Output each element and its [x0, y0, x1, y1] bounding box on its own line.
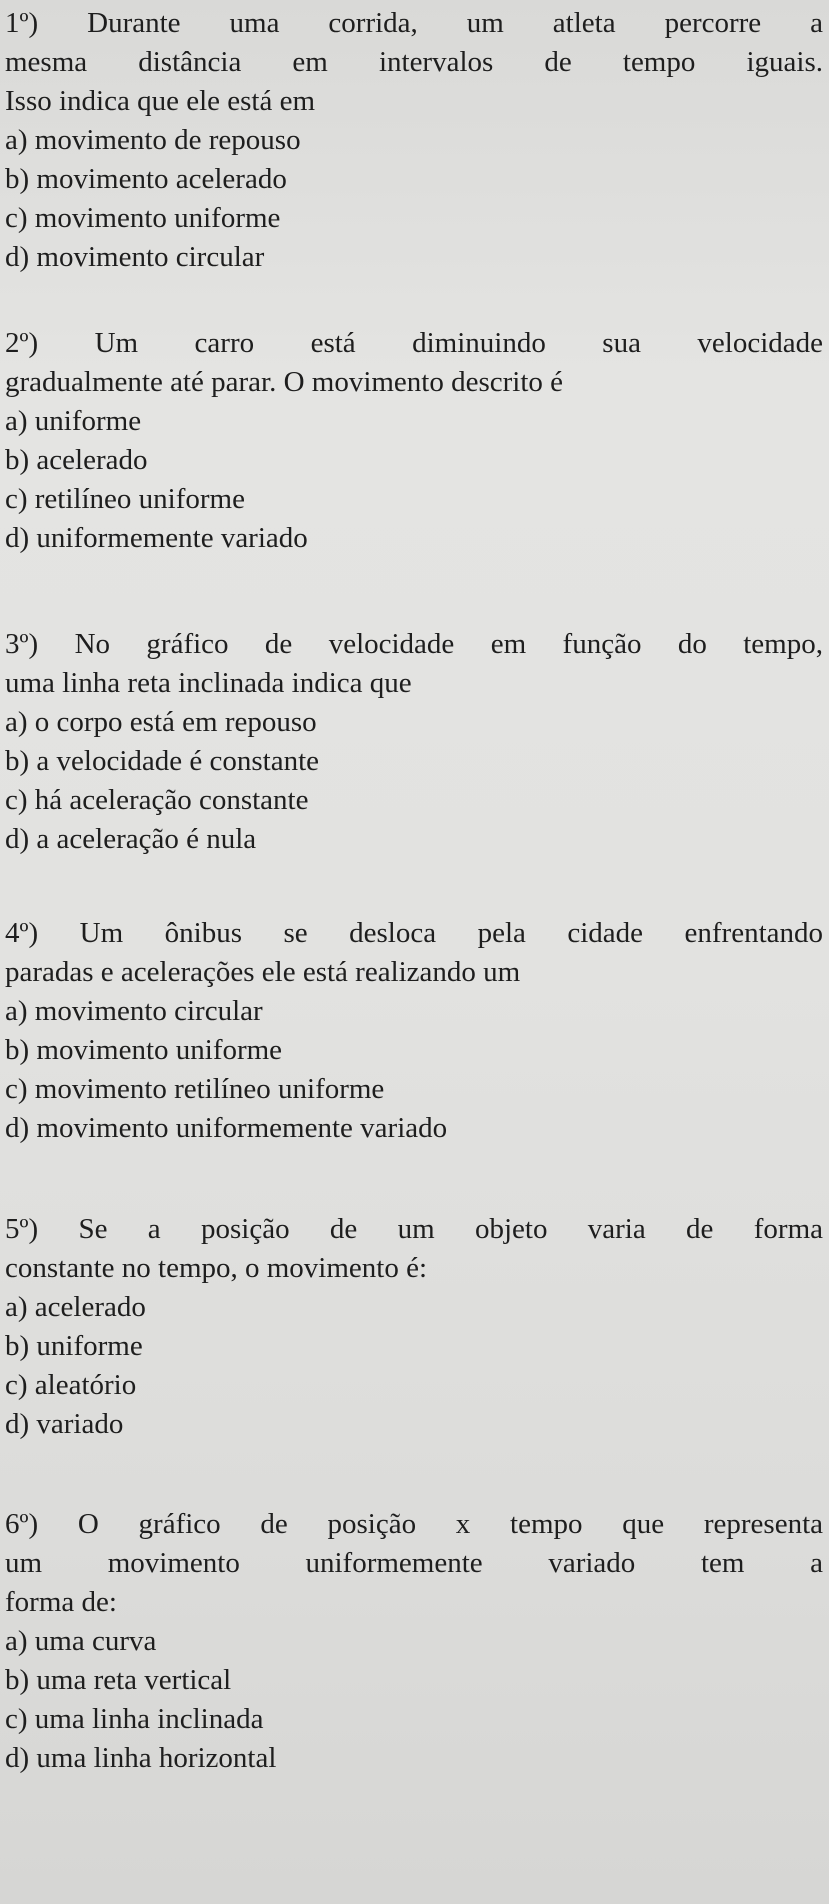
question-2-number: 2º) — [5, 327, 39, 359]
question-6-stem-line-3: forma de: — [5, 1586, 117, 1618]
question-1 — [5, 4, 823, 324]
question-5-stem-line-2: constante no tempo, o movimento é: — [5, 1252, 428, 1284]
question-6-stem — [5, 1505, 823, 1622]
question-1-stem — [5, 4, 823, 121]
question-2-stem-text-1: Um carro está diminuindo sua velocidade — [94, 327, 823, 359]
question-2-option-a[interactable]: a) uniforme — [5, 405, 142, 437]
question-2 — [5, 324, 823, 625]
question-4-number: 4º) — [5, 917, 39, 949]
question-5-option-c[interactable]: c) aleatório — [5, 1369, 137, 1401]
question-3 — [5, 625, 823, 914]
question-2-option-b[interactable]: b) acelerado — [5, 444, 148, 476]
question-6 — [5, 1505, 823, 1895]
question-4-options — [5, 992, 823, 1148]
question-6-option-a[interactable]: a) uma curva — [5, 1625, 157, 1657]
question-3-option-b[interactable]: b) a velocidade é constante — [5, 745, 320, 777]
question-3-stem-line-2: uma linha reta inclinada indica que — [5, 667, 412, 699]
question-6-number: 6º) — [5, 1508, 39, 1540]
question-3-option-a[interactable]: a) o corpo está em repouso — [5, 706, 317, 738]
question-4-option-d[interactable]: d) movimento uniformemente variado — [5, 1112, 448, 1144]
question-1-option-d[interactable]: d) movimento circular — [5, 241, 265, 273]
question-1-stem-line-3: Isso indica que ele está em — [5, 85, 316, 117]
question-2-stem-line-2: gradualmente até parar. O movimento descrito é — [5, 366, 564, 398]
question-6-stem-text-1: O gráfico de posição x tempo que representa — [77, 1508, 823, 1540]
question-1-option-b[interactable]: b) movimento acelerado — [5, 163, 287, 195]
question-5 — [5, 1210, 823, 1505]
question-2-options — [5, 402, 823, 558]
question-5-option-d[interactable]: d) variado — [5, 1408, 124, 1440]
question-2-stem — [5, 324, 823, 402]
question-6-option-b[interactable]: b) uma reta vertical — [5, 1664, 232, 1696]
question-5-stem — [5, 1210, 823, 1288]
question-5-stem-line-1 — [5, 1210, 823, 1249]
question-3-options — [5, 703, 823, 859]
question-3-stem-text-1: No gráfico de velocidade em função do tempo, — [74, 628, 823, 660]
question-3-stem-line-1 — [5, 625, 823, 664]
question-4 — [5, 914, 823, 1210]
question-1-options — [5, 121, 823, 277]
question-1-number: 1º) — [5, 7, 39, 39]
question-6-options — [5, 1622, 823, 1778]
question-4-stem-line-2: paradas e acelerações ele está realizando um — [5, 956, 521, 988]
question-5-option-a[interactable]: a) acelerado — [5, 1291, 146, 1323]
question-6-option-d[interactable]: d) uma linha horizontal — [5, 1742, 277, 1774]
question-1-option-a[interactable]: a) movimento de repouso — [5, 124, 301, 156]
question-5-stem-text-1: Se a posição de um objeto varia de forma — [78, 1213, 823, 1245]
question-5-number: 5º) — [5, 1213, 39, 1245]
question-3-option-c[interactable]: c) há aceleração constante — [5, 784, 309, 816]
question-1-stem-line-1 — [5, 4, 823, 43]
question-4-stem-line-1 — [5, 914, 823, 953]
question-4-stem — [5, 914, 823, 992]
question-2-option-d[interactable]: d) uniformemente variado — [5, 522, 308, 554]
question-5-options — [5, 1288, 823, 1444]
question-4-option-b[interactable]: b) movimento uniforme — [5, 1034, 283, 1066]
question-3-stem — [5, 625, 823, 703]
question-1-option-c[interactable]: c) movimento uniforme — [5, 202, 281, 234]
question-6-stem-line-2: um movimento uniformemente variado tem a — [5, 1547, 823, 1579]
question-4-option-a[interactable]: a) movimento circular — [5, 995, 263, 1027]
question-3-option-d[interactable]: d) a aceleração é nula — [5, 823, 257, 855]
question-6-option-c[interactable]: c) uma linha inclinada — [5, 1703, 264, 1735]
question-6-stem-line-1 — [5, 1505, 823, 1544]
question-5-option-b[interactable]: b) uniforme — [5, 1330, 143, 1362]
question-3-number: 3º) — [5, 628, 39, 660]
question-1-stem-text-1: Durante uma corrida, um atleta percorre a — [87, 7, 824, 39]
question-4-option-c[interactable]: c) movimento retilíneo uniforme — [5, 1073, 385, 1105]
question-1-stem-line-2: mesma distância em intervalos de tempo iguais. — [5, 46, 823, 78]
question-2-option-c[interactable]: c) retilíneo uniforme — [5, 483, 245, 515]
question-2-stem-line-1 — [5, 324, 823, 363]
question-4-stem-text-1: Um ônibus se desloca pela cidade enfrentando — [79, 917, 824, 949]
